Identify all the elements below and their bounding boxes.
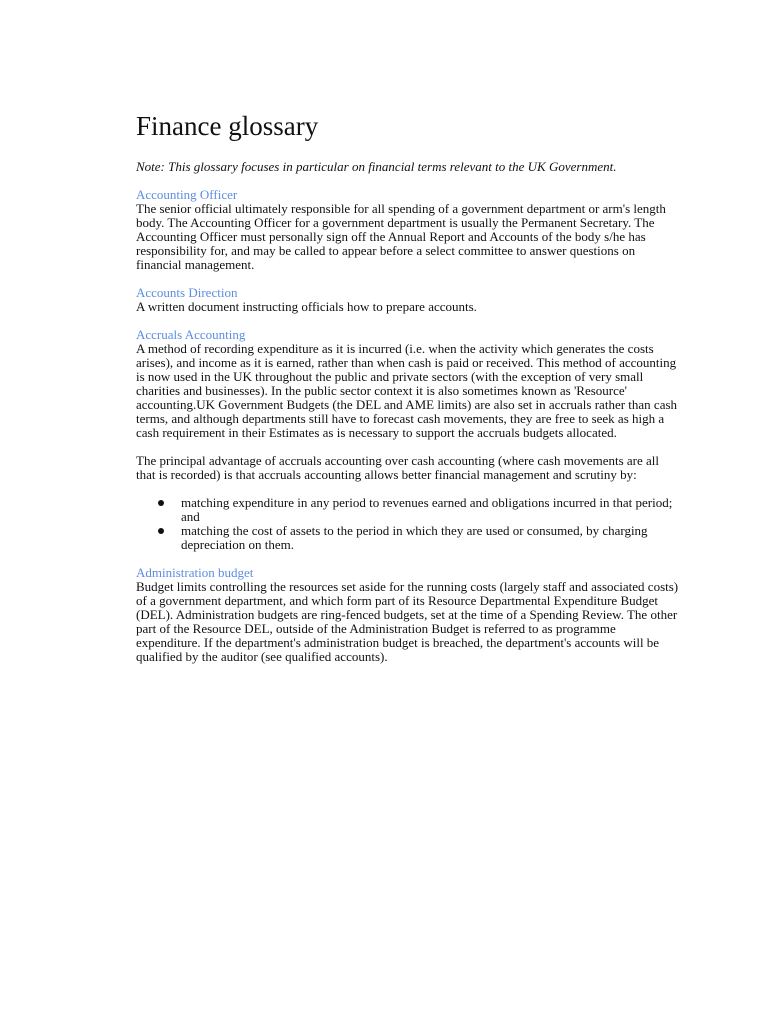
list-item-text: matching expenditure in any period to revenues earned and obligations incurred in that period; and — [181, 495, 673, 524]
glossary-term-accounts-direction — [136, 286, 681, 314]
term-heading: Accounts Direction — [136, 285, 238, 300]
glossary-term-accounting-officer — [136, 188, 681, 272]
glossary-term-accruals-accounting — [136, 328, 681, 552]
list-item-text: matching the cost of assets to the period in which they are used or consumed, by charging depreciation on them. — [181, 523, 648, 552]
document-page — [136, 110, 681, 678]
term-heading: Accruals Accounting — [136, 327, 246, 342]
bullet-icon — [158, 528, 164, 534]
list-item — [136, 496, 681, 524]
term-definition: Budget limits controlling the resources set aside for the running costs (largely staff and associated costs) of a government department, and which form part of its Resource Departmental Expenditure Budget (DEL). Administration budgets are ring-fenced budgets, set at the time of a Spending Review. The other part of the Resource DEL, outside of the Administration Budget is referred to as programme expenditure. If the department's administration budget is breached, the department's accounts will be qualified by the auditor (see qualified accounts). — [136, 579, 679, 664]
term-heading: Accounting Officer — [136, 187, 238, 202]
term-heading: Administration budget — [136, 565, 254, 580]
term-definition: A written document instructing officials how to prepare accounts. — [136, 299, 477, 314]
term-definition: The principal advantage of accruals accounting over cash accounting (where cash movements are all that is recorded) is that accruals accounting allows better financial management and scrutiny by: — [136, 453, 660, 482]
bullet-list — [136, 496, 681, 552]
page-title: Finance glossary — [136, 111, 319, 141]
term-definition: A method of recording expenditure as it is incurred (i.e. when the activity which generates the costs arises), and income as it is earned, rather than when cash is paid or received. This method of accounting is now used in the UK throughout the public and private sectors (with the exception of very small charities and businesses). In the public sector context it is also sometimes known as 'Resource' accounting.UK Government Budgets (the DEL and AME limits) are also set in accruals rather than cash terms, and although departments still have to forecast cash movements, they are free to seek as high a cash requirement in their Estimates as is necessary to support the accruals budgets allocated. — [136, 341, 678, 440]
term-definition: The senior official ultimately responsible for all spending of a government department or arm's length body. The Accounting Officer for a government department is usually the Permanent Secretary. The Accounting Officer must personally sign off the Annual Report and Accounts of the body s/he has responsibility for, and may be called to appear before a select committee to answer questions on financial management. — [136, 201, 666, 272]
glossary-term-administration-budget — [136, 566, 681, 664]
glossary-note: Note: This glossary focuses in particular on financial terms relevant to the UK Government. — [136, 159, 617, 174]
list-item — [136, 524, 681, 552]
bullet-icon — [158, 500, 164, 506]
